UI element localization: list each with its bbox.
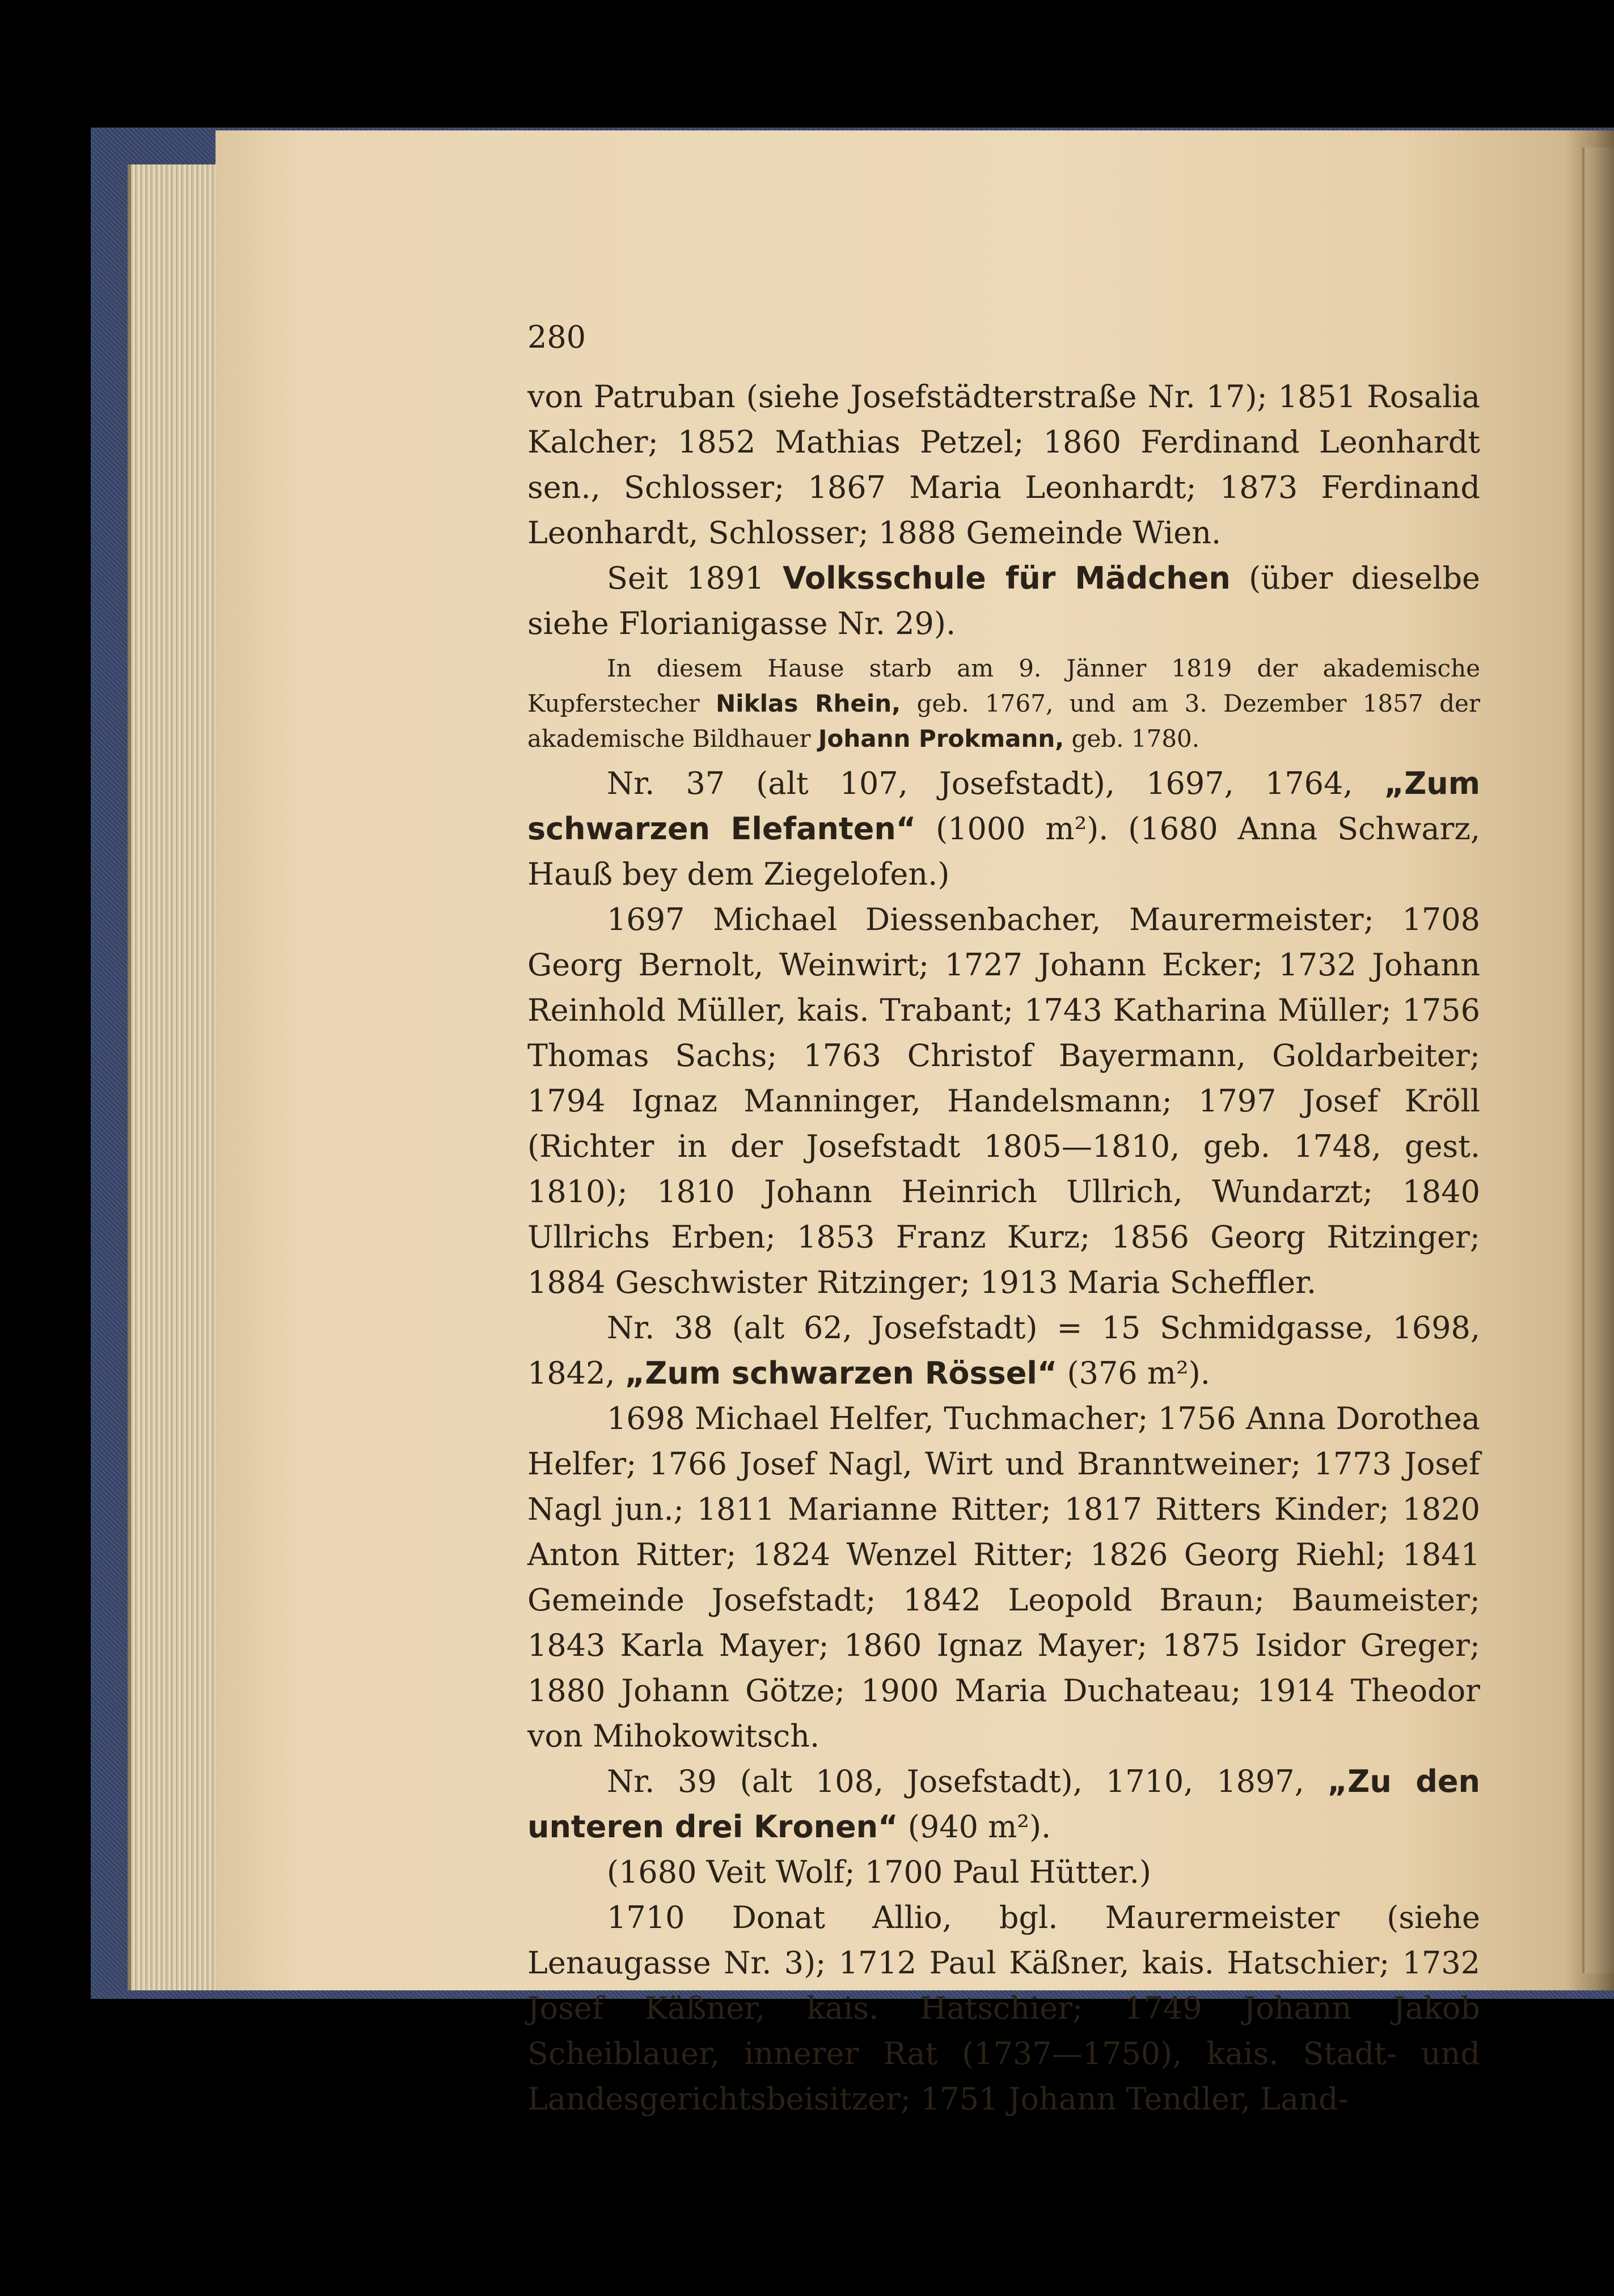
paragraph-nr39-early-owners: (1680 Veit Wolf; 1700 Paul Hütter.) <box>607 1854 1152 1890</box>
paragraph-nr39-owners: 1710 Donat Allio, bgl. Maurermeister (siehe Lenaugasse Nr. 3); 1712 Paul Käßner, kais. Hatschier; 1732 Josef Käßner, kais. Hatschier; 1749 Johann Jakob Scheiblauer, innerer Rat (1737—1750), kais. Stadt- und Landesgerichtsbeisitzer; 1751 Johann Tendler, Land- <box>527 1900 1480 2117</box>
paragraph-deaths-note <box>527 651 1480 756</box>
text: (376 m²). <box>1057 1355 1210 1391</box>
paragraph-nr38-owners: 1698 Michael Helfer, Tuchmacher; 1756 Anna Dorothea Helfer; 1766 Josef Nagl, Wirt und Branntweiner; 1773 Josef Nagl jun.; 1811 Marianne Ritter; 1817 Ritters Kinder; 1820 Anton Ritter; 1824 Wenzel Ritter; 1826 Georg Riehl; 1841 Gemeinde Josefstadt; 1842 Leopold Braun; Baumeister; 1843 Karla Mayer; 1860 Ignaz Mayer; 1875 Isidor Greger; 1880 Johann Götze; 1900 Maria Duchateau; 1914 Theodor von Mihokowitsch. <box>527 1401 1480 1754</box>
bold-house-name-kronen: „Zu den unteren drei Kronen“ <box>527 1764 1480 1845</box>
text: (940 m²). <box>898 1809 1051 1845</box>
paragraph-nr39-heading <box>527 1759 1480 1850</box>
bold-school-name: Volksschule für Mädchen <box>783 560 1231 596</box>
text: Nr. 39 (alt 108, Josefstadt), 1710, 1897, <box>607 1764 1328 1799</box>
paragraph-nr37-owners: 1697 Michael Diessenbacher, Maurermeister; 1708 Georg Bernolt, Weinwirt; 1727 Johann Ecker; 1732 Johann Reinhold Müller, kais. Trabant; 1743 Katharina Müller; 1756 Thomas Sachs; 1763 Christof Bayermann, Goldarbeiter; 1794 Ignaz Manninger, Handelsmann; 1797 Josef Kröll (Richter in der Josefstadt 1805—1810, geb. 1748, gest. 1810); 1810 Johann Heinrich Ullrich, Wundarzt; 1840 Ullrichs Erben; 1853 Franz Kurz; 1856 Georg Ritzinger; 1884 Geschwister Ritzinger; 1913 Maria Scheffler. <box>527 902 1480 1300</box>
text: geb. 1780. <box>1064 725 1200 752</box>
text: Nr. 37 (alt 107, Josefstadt), 1697, 1764, <box>607 766 1384 801</box>
bold-house-name-elefanten: „Zum schwarzen Elefanten“ <box>527 766 1480 847</box>
page-text <box>527 318 1480 2122</box>
page-number: 280 <box>527 319 586 355</box>
paragraph-nr38-heading <box>527 1305 1480 1396</box>
text: Nr. 38 (alt 62, Josefstadt) = 15 Schmidgasse, 1698, 1842, <box>527 1310 1480 1391</box>
text: Seit 1891 <box>607 560 783 596</box>
text: (über dieselbe siehe Florianigasse Nr. 29). <box>527 560 1480 641</box>
bold-name-rhein: Niklas Rhein, <box>716 690 901 717</box>
bold-house-name-roessel: „Zum schwarzen Rössel“ <box>624 1355 1058 1391</box>
paragraph-nr37-heading <box>527 761 1480 897</box>
paragraph-school <box>527 556 1480 646</box>
page-gutter-shadow <box>1565 130 1614 1990</box>
text: In diesem Hause starb am 9. Jänner 1819 der akademische Kupferstecher <box>527 654 1480 717</box>
text: geb. 1767, und am 3. Dezember 1857 der akademische Bildhauer <box>527 690 1480 752</box>
text: (1000 m²). (1680 Anna Schwarz, Hauß bey dem Ziegelofen.) <box>527 811 1480 892</box>
bold-name-prokmann: Johann Prokmann, <box>818 725 1064 752</box>
paragraph-owners-continued: von Patruban (siehe Josefstädterstraße Nr. 17); 1851 Rosalia Kalcher; 1852 Mathias Petzel; 1860 Ferdinand Leonhardt sen., Schlosser; 1867 Maria Leonhardt; 1873 Ferdinand Leonhardt, Schlosser; 1888 Gemeinde Wien. <box>527 379 1480 551</box>
